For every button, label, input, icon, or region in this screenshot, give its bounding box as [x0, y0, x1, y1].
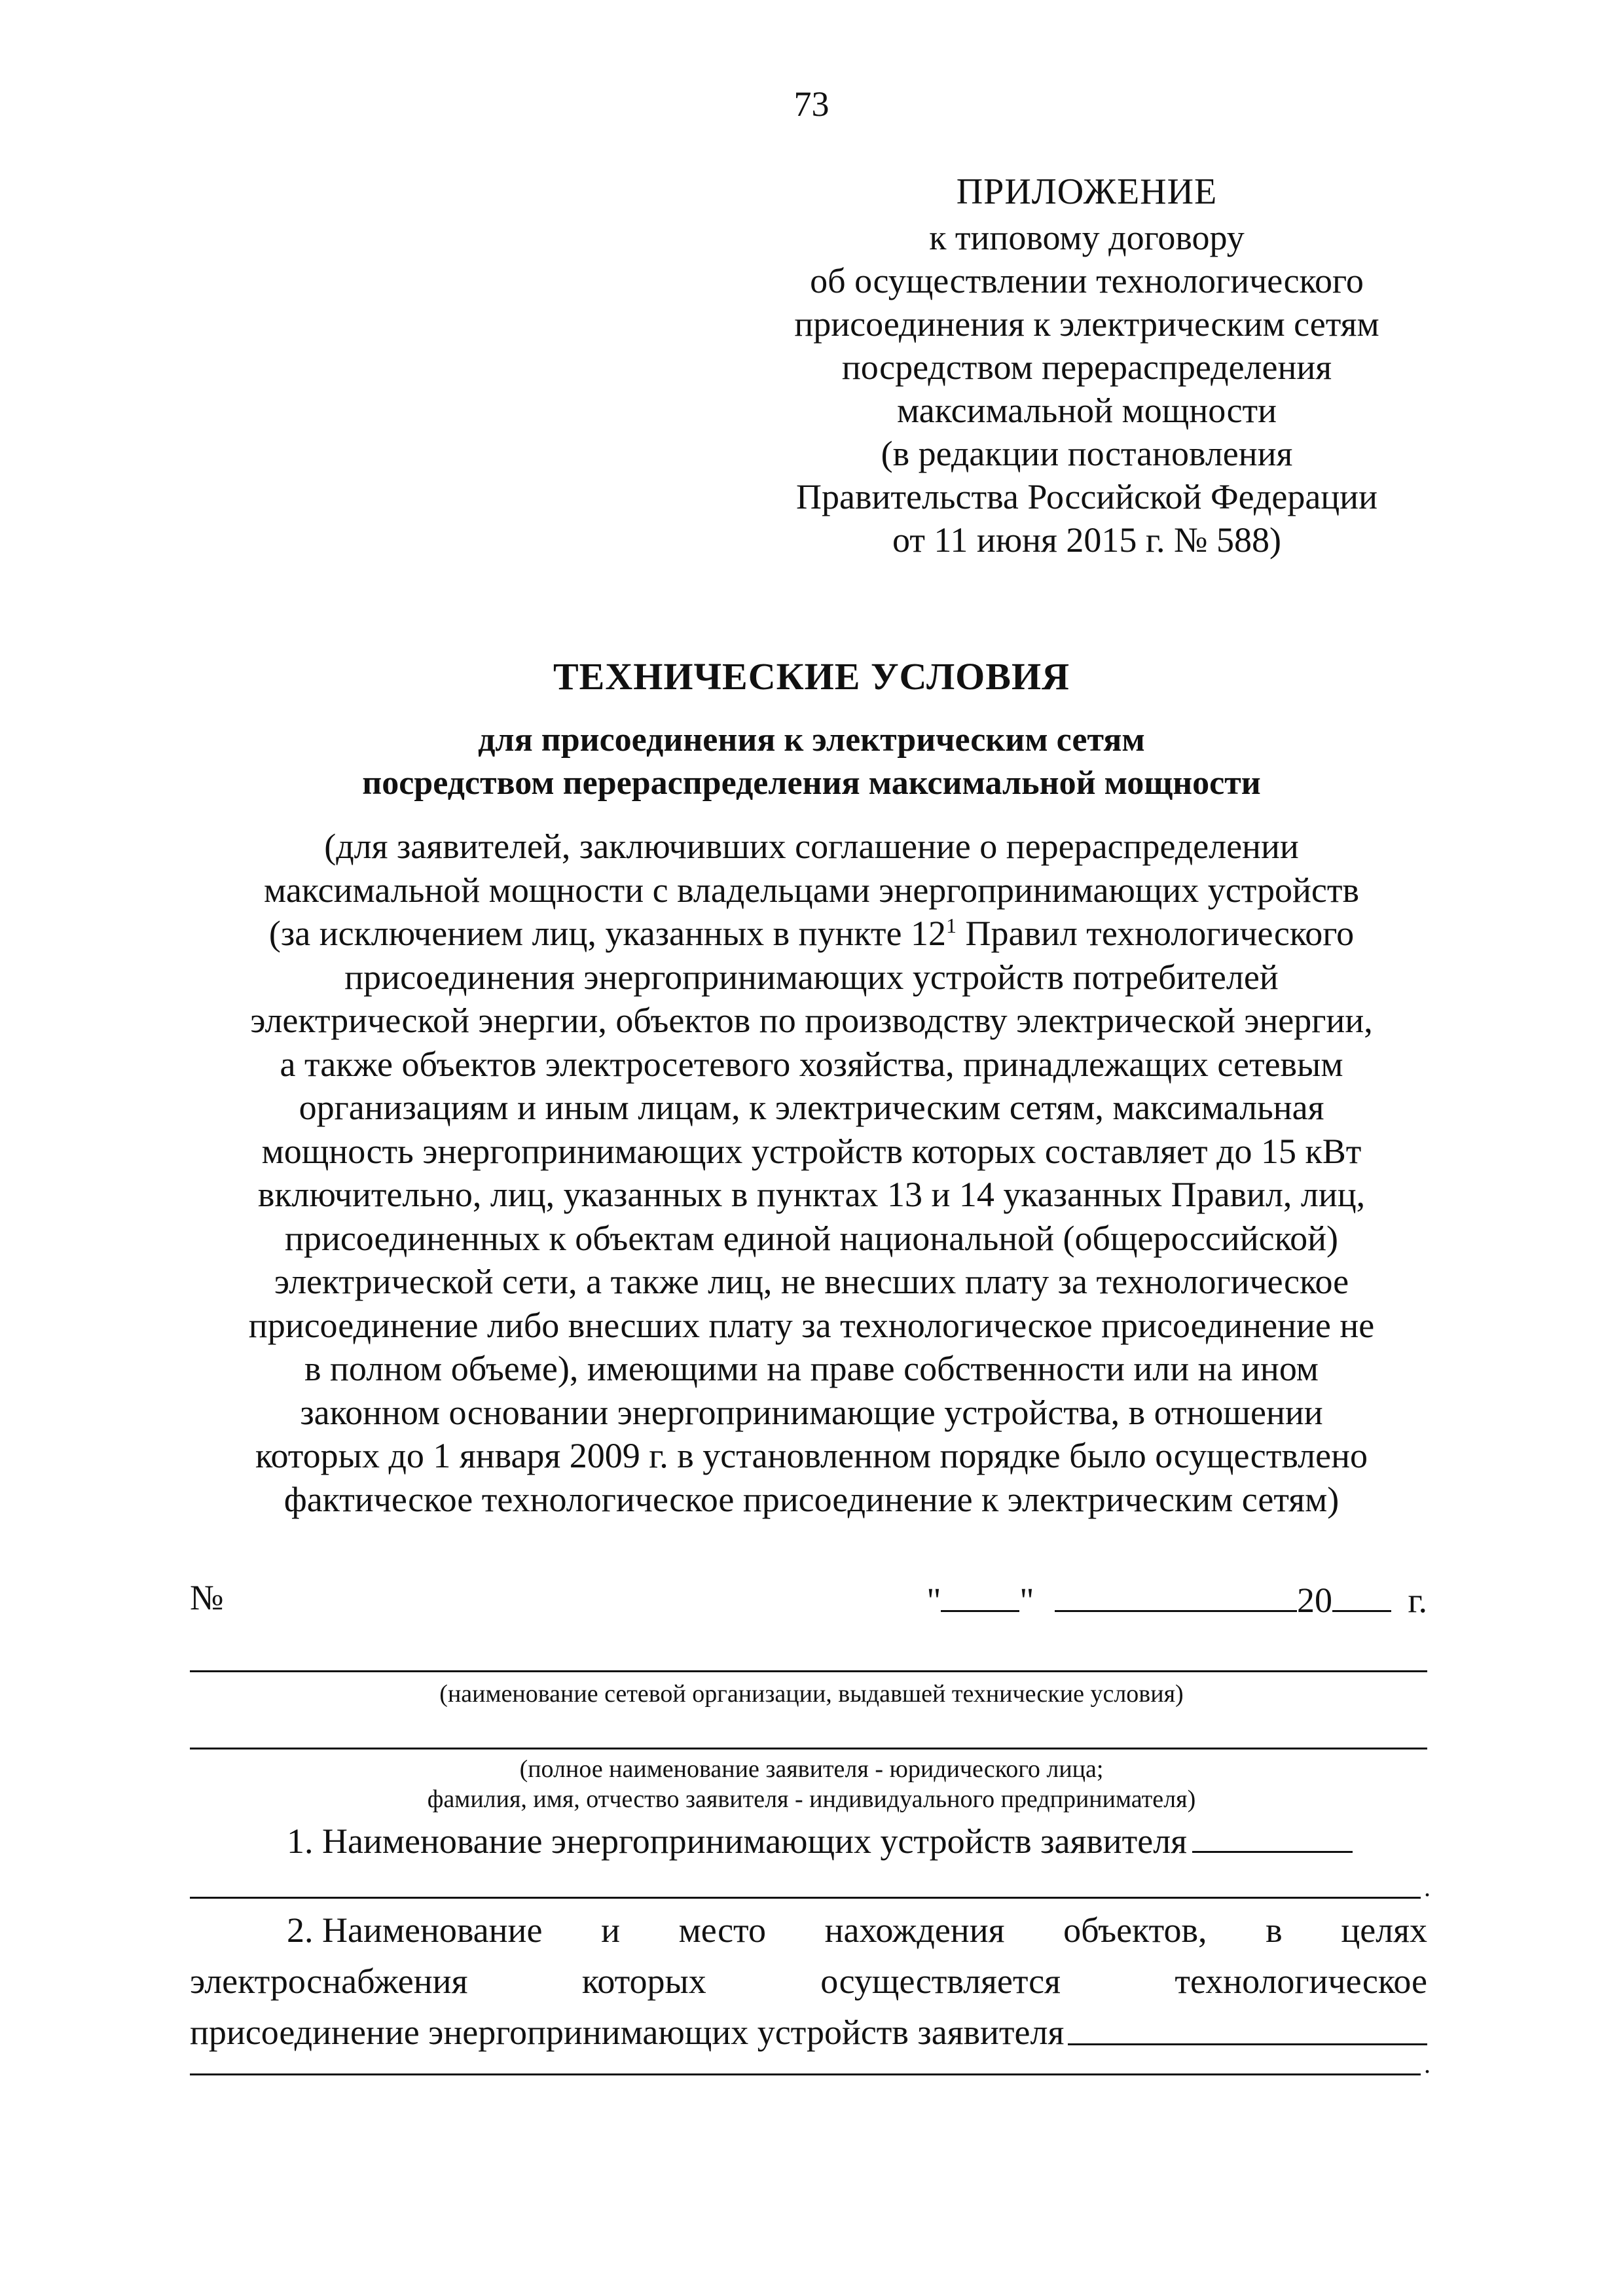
item-2-text: присоединение энергопринимающих устройств заявителя [190, 2013, 1065, 2052]
number-sign: № [190, 1578, 224, 1617]
caption-line: (наименование сетевой организации, выдавшей технические условия) [439, 1680, 1184, 1708]
item-2-row [190, 1956, 1427, 2007]
item-1 [190, 1818, 1427, 1863]
item-2-word: объектов, [1063, 1910, 1207, 1950]
description-line: мощность энергопринимающих устройств которых составляет до 15 кВт [261, 1131, 1362, 1171]
network-org-caption [0, 1679, 1623, 1709]
item-1-continuation-blank[interactable] [190, 1897, 1421, 1899]
document-subtitle [0, 719, 1623, 805]
item-1-text: 1. Наименование энергопринимающих устройств заявителя [287, 1821, 1188, 1861]
appendix-line: присоединения к электрическим сетям [794, 304, 1379, 344]
description-line: (для заявителей, заключивших соглашение о перераспределении [324, 827, 1299, 866]
appendix-line: посредством перераспределения [841, 348, 1332, 387]
caption-line: (полное наименование заявителя - юридического лица; [519, 1755, 1104, 1783]
date-field [926, 1577, 1427, 1621]
description-text: Правил технологического [957, 914, 1355, 953]
year-suffix: г. [1408, 1581, 1427, 1620]
item-2-word: место [678, 1910, 766, 1950]
description-text: (за исключением лиц, указанных в пункте 12 [268, 914, 946, 953]
year-blank[interactable] [1332, 1577, 1391, 1612]
document-title: ТЕХНИЧЕСКИЕ УСЛОВИЯ [553, 655, 1070, 698]
description-line: присоединение либо внесших плату за технологическое присоединение не [248, 1305, 1375, 1345]
description-line: организациям и иным лицам, к электрическим сетям, максимальная [299, 1088, 1324, 1127]
subtitle-line: для присоединения к электрическим сетям [478, 721, 1145, 759]
item-2-word: электроснабжения [190, 1962, 468, 2001]
month-blank[interactable] [1055, 1577, 1297, 1612]
document-number-date-row [190, 1577, 1427, 1623]
description-line: а также объектов электросетевого хозяйства, принадлежащих сетевым [280, 1044, 1343, 1084]
item-2-word: осуществляется [820, 1962, 1061, 2001]
description-line: присоединения энергопринимающих устройств потребителей [344, 957, 1279, 997]
item-2-continuation-blank[interactable] [190, 2073, 1421, 2075]
description-line: которых до 1 января 2009 г. в установленном порядке было осуществлено [255, 1436, 1368, 1475]
applicability-description [0, 825, 1623, 1521]
item-2 [190, 1905, 1427, 2058]
description-line: электрической сети, а также лиц, не внесших плату за технологическое [274, 1262, 1349, 1301]
page-number: 73 [793, 84, 830, 124]
item-1-end-dot: . [1424, 1873, 1431, 1902]
description-line [0, 912, 1623, 956]
applicant-blank[interactable] [190, 1748, 1427, 1749]
footnote-superscript: 1 [946, 914, 957, 937]
description-line: максимальной мощности с владельцами энергопринимающих устройств [264, 870, 1359, 910]
item-2-word: 2. Наименование [287, 1910, 543, 1950]
day-blank[interactable] [941, 1577, 1019, 1612]
item-1-blank[interactable] [1192, 1818, 1353, 1853]
item-2-word: и [601, 1910, 620, 1950]
item-2-row [190, 1905, 1427, 1956]
appendix-line: максимальной мощности [896, 391, 1277, 430]
appendix-line: об осуществлении технологического [810, 261, 1364, 300]
description-line: законном основании энергопринимающие устройства, в отношении [300, 1392, 1323, 1432]
description-line: электрической энергии, объектов по производству электрической энергии, [250, 1001, 1373, 1040]
description-line: включительно, лиц, указанных в пунктах 13 и 14 указанных Правил, лиц, [257, 1175, 1366, 1214]
appendix-line: к типовому договору [929, 218, 1245, 257]
item-2-word: которых [581, 1962, 706, 2001]
description-line: присоединенных к объектам единой национальной (общероссийской) [285, 1218, 1338, 1258]
applicant-caption [0, 1754, 1623, 1814]
item-2-word: нахождения [824, 1910, 1005, 1950]
year-prefix: 20 [1296, 1581, 1332, 1620]
network-org-blank[interactable] [190, 1670, 1427, 1672]
quote-close: " [1019, 1581, 1034, 1620]
caption-line: фамилия, имя, отчество заявителя - индивидуального предпринимателя) [427, 1785, 1196, 1813]
appendix-line: от 11 июня 2015 г. № 588) [892, 520, 1281, 560]
item-2-row [190, 2007, 1427, 2058]
description-line: в полном объеме), имеющими на праве собственности или на ином [304, 1349, 1319, 1388]
appendix-line: (в редакции постановления [881, 434, 1293, 473]
subtitle-line: посредством перераспределения максимальной мощности [362, 764, 1261, 802]
item-2-word: целях [1341, 1910, 1427, 1950]
item-2-end-dot: . [1424, 2049, 1431, 2079]
item-2-blank[interactable] [1068, 2007, 1427, 2045]
appendix-heading: ПРИЛОЖЕНИЕ [956, 171, 1218, 212]
quote-open: " [926, 1581, 941, 1620]
item-2-word: в [1266, 1910, 1283, 1950]
appendix-block [740, 170, 1434, 562]
description-line: фактическое технологическое присоединение к электрическим сетям) [283, 1479, 1340, 1519]
appendix-line: Правительства Российской Федерации [796, 477, 1377, 516]
item-2-word: технологическое [1175, 1962, 1427, 2001]
